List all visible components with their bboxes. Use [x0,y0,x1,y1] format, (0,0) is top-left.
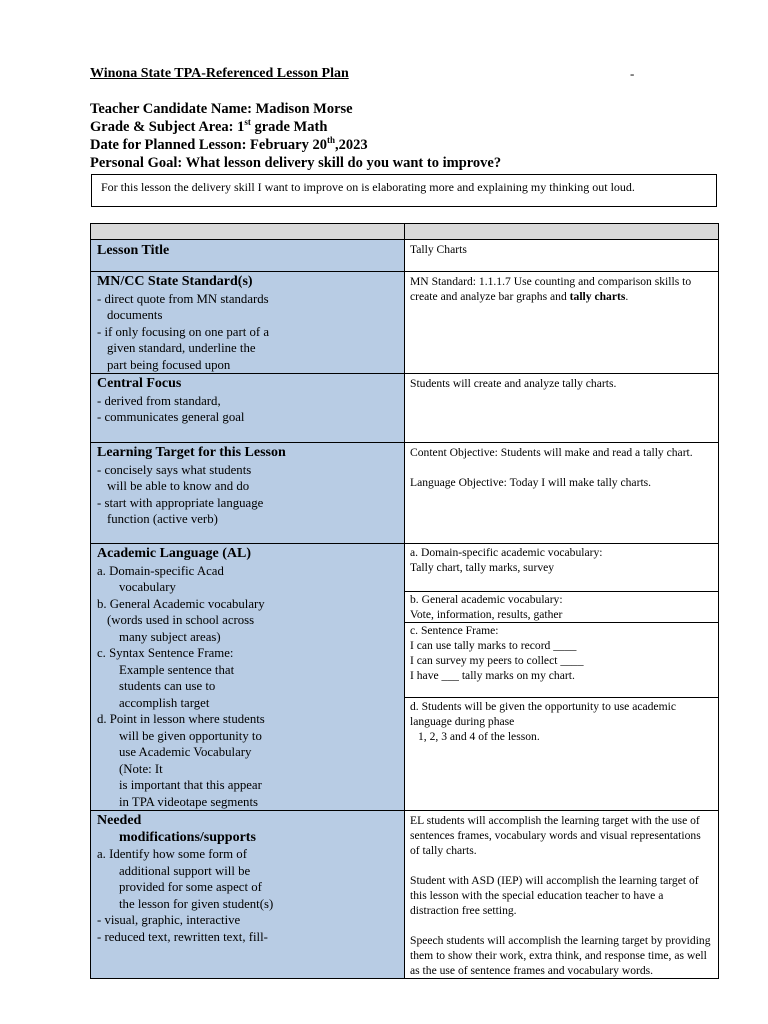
note-line: b. General Academic vocabulary [97,596,265,611]
note-line: (words used in school across [107,613,255,627]
value-cell [405,811,719,979]
note-line: given standard, underline the [107,341,256,355]
table-row [91,443,719,544]
note-line: in TPA videotape segments [119,794,258,809]
table-row [91,374,719,443]
note-line: - communicates general goal [97,410,245,424]
note-line: d. Point in lesson where students [97,712,265,726]
central-focus-value: Students will create and analyze tally charts. [410,377,617,390]
note-line: - start with appropriate language [97,495,264,510]
domain-vocab-section: a. Domain-specific academic vocabulary: Tally chart, tally marks, survey [410,546,603,574]
note-line: (Note: It [119,761,163,776]
value-cell [405,544,719,811]
asd-support: Student with ASD (IEP) will accomplish the learning target of this lesson with the special education teacher to have a distraction free setting. [410,874,699,917]
lesson-title-value: Tally Charts [410,243,467,256]
table-header-row [91,224,719,240]
language-objective: Language Objective: Today I will make tally charts. [410,476,652,489]
row-label: modifications/supports [119,829,256,845]
note-line: students can use to [119,679,216,693]
note-line: will be able to know and do [107,479,250,493]
personal-goal: Personal Goal: What lesson delivery skill do you want to improve? [90,155,502,171]
row-label: Lesson Title [97,243,170,258]
table-row [91,544,719,811]
note-line: - if only focusing on one part of a [97,324,270,339]
value-cell [405,272,719,374]
label-cell [91,240,405,272]
note-line: - concisely says what students [97,462,252,477]
sentence-frame-section: c. Sentence Frame: I can use tally marks to record ____ I can survey my peers to collect ____ I have ___ tally marks on my chart. [405,622,718,697]
lesson-plan-table [90,223,719,979]
general-vocab-section: b. General academic vocabulary: Vote, information, results, gather [405,591,718,622]
grade-subject: Grade & Subject Area: 1st grade Math [90,117,328,135]
note-line: many subject areas) [119,629,221,644]
row-label: Central Focus [97,376,182,391]
practice-phase-section: d. Students will be given the opportunity to use academic language during phase 1, 2, 3 and 4 of the lesson. [405,697,718,744]
teacher-name: Teacher Candidate Name: Madison Morse [90,101,353,117]
label-cell [91,443,405,544]
value-cell [405,443,719,544]
value-cell [405,374,719,443]
doc-title: Winona State TPA-Referenced Lesson Plan [90,66,349,81]
note-line: c. Syntax Sentence Frame: [97,646,234,660]
note-line: use Academic Vocabulary [119,745,252,759]
goal-answer-box: For this lesson the delivery skill I want to improve on is elaborating more and explaining my thinking out loud. [91,174,717,207]
row-label: Learning Target for this Lesson [97,445,286,460]
note-line: - visual, graphic, interactive [97,913,241,927]
row-label: Needed [97,813,142,828]
table-row [91,240,719,272]
note-line: function (active verb) [107,512,218,526]
table-row [91,272,719,374]
note-line: - reduced text, rewritten text, fill- [97,929,268,944]
note-line: Example sentence that [119,662,235,677]
note-line: part being focused upon [107,357,231,372]
table-row [91,811,719,979]
note-line: is important that this appear [119,778,262,792]
note-line: - derived from standard, [97,393,221,408]
label-cell [91,811,405,979]
el-support: EL students will accomplish the learning target with the use of sentences frames, vocabulary words and visual representations of tally charts. [410,814,701,857]
note-line: vocabulary [119,580,176,594]
note-line: additional support will be [119,863,251,878]
note-line: documents [107,308,163,322]
note-line: the lesson for given student(s) [119,896,274,911]
corner-mark: - [630,66,635,81]
row-label: MN/CC State Standard(s) [97,274,253,289]
note-line: accomplish target [119,695,210,710]
label-cell [91,544,405,811]
speech-support: Speech students will accomplish the learning target by providing them to show their work, extra think, and response time, as well as the use of sentence frames and vocabulary words. [410,934,711,977]
label-cell [91,374,405,443]
note-line: - direct quote from MN standards [97,291,269,306]
lesson-date: Date for Planned Lesson: February 20th,2023 [90,135,368,153]
value-cell [405,240,719,272]
note-line: will be given opportunity to [119,728,262,743]
note-line: provided for some aspect of [119,880,262,894]
note-line: a. Identify how some form of [97,847,247,861]
content-objective: Content Objective: Students will make and read a tally chart. [410,446,693,459]
label-cell [91,272,405,374]
row-label: Academic Language (AL) [97,546,251,561]
standard-value: MN Standard: 1.1.1.7 Use counting and comparison skills to create and analyze bar graphs and tally charts. [410,275,692,303]
note-line: a. Domain-specific Acad [97,563,224,578]
